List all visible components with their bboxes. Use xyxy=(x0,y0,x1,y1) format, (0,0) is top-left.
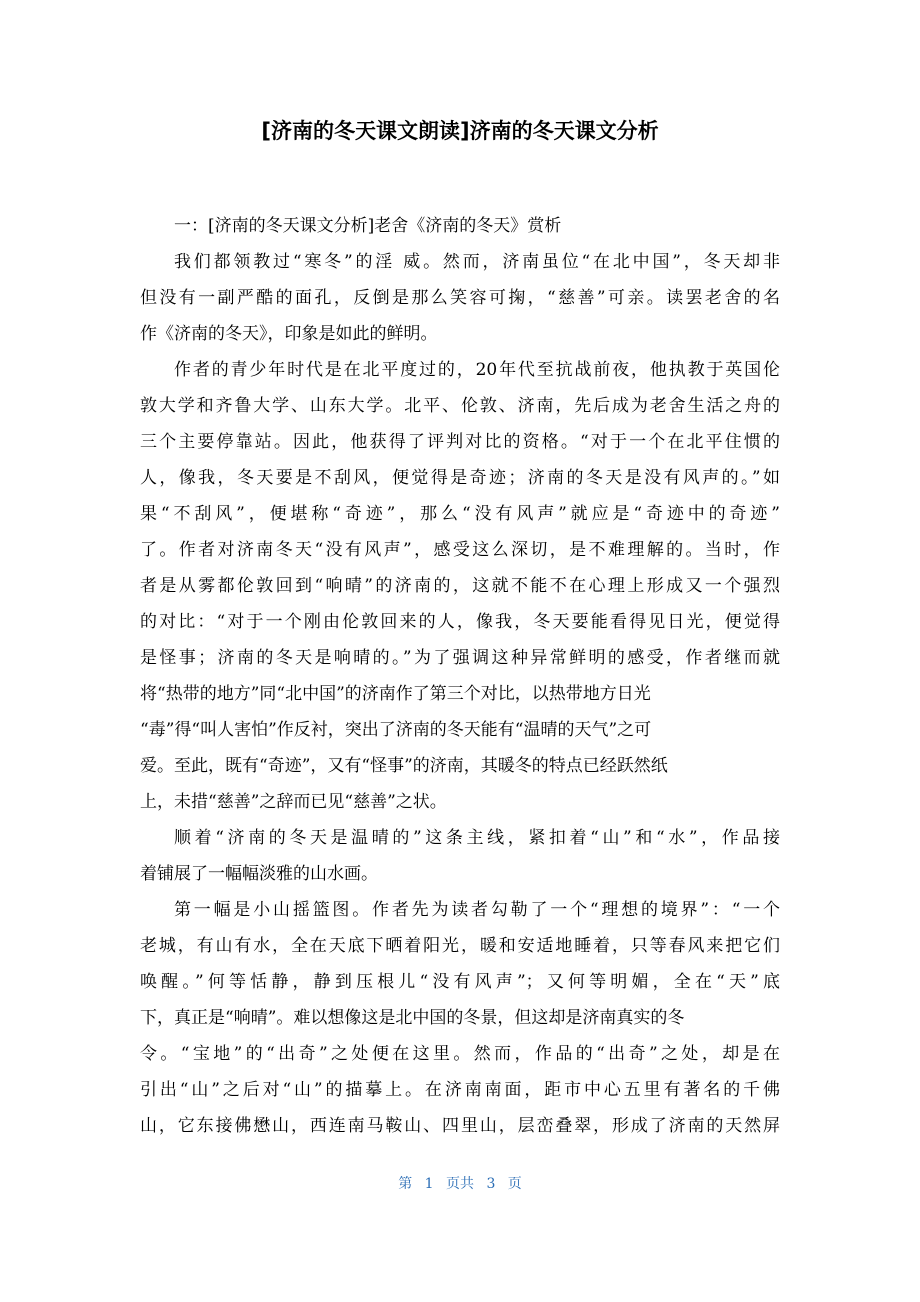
paragraph-line: 我们都领教过“寒冬”的淫 威。然而，济南虽位“在北中国”，冬天却非 xyxy=(174,252,780,272)
paragraph-line: 引出“山”之后对“山”的描摹上。在济南南面，距市中心五里有著名的千佛 xyxy=(140,1080,780,1100)
paragraph-line: 人，像我，冬天要是不刮风，便觉得是奇迹；济南的冬天是没有风声的。”如 xyxy=(140,468,780,488)
paragraph-line: 作者的青少年时代是在北平度过的，20年代至抗战前夜，他执教于英国伦 xyxy=(174,360,780,380)
paragraph-line: 敦大学和齐鲁大学、山东大学。北平、伦敦、济南，先后成为老舍生活之舟的 xyxy=(140,396,780,416)
paragraph-line: 着铺展了一幅幅淡雅的山水画。 xyxy=(140,864,378,884)
paragraph-line: 但没有一副严酷的面孔，反倒是那么笑容可掬，“慈善”可亲。读罢老舍的名 xyxy=(140,288,780,308)
paragraph-line: 山，它东接佛懋山，西连南马鞍山、四里山，层峦叠翠，形成了济南的天然屏 xyxy=(140,1116,780,1136)
paragraph-line: 三个主要停靠站。因此，他获得了评判对比的资格。“对于一个在北平住惯的 xyxy=(140,432,780,452)
paragraph-line: 了。作者对济南冬天“没有风声”，感受这么深切，是不难理解的。当时，作 xyxy=(140,540,780,560)
paragraph-line: 老城，有山有水，全在天底下晒着阳光，暖和安适地睡着，只等春风来把它们 xyxy=(140,936,780,956)
paragraph-line: 顺着“济南的冬天是温晴的”这条主线，紧扣着“山”和“水”，作品接 xyxy=(174,828,780,848)
paragraph-line: 第一幅是小山摇篮图。作者先为读者勾勒了一个“理想的境界”：“一个 xyxy=(174,900,780,920)
document-body xyxy=(140,208,780,1144)
page-footer: 第 1 页共 3 页 xyxy=(398,1176,522,1192)
paragraph-line: “毒”得“叫人害怕”作反衬，突出了济南的冬天能有“温晴的天气”之可 xyxy=(140,720,652,740)
paragraph-line: 将“热带的地方”同“北中国”的济南作了第三个对比，以热带地方日光 xyxy=(140,684,651,704)
paragraph-line: 令。“宝地”的“出奇”之处便在这里。然而，作品的“出奇”之处，却是在 xyxy=(140,1044,780,1064)
section-heading: 一：[济南的冬天课文分析]老舍《济南的冬天》赏析 xyxy=(174,216,562,236)
document-title: [济南的冬天课文朗读]济南的冬天课文分析 xyxy=(261,119,659,143)
paragraph-line: 爱。至此，既有“奇迹”，又有“怪事”的济南，其暖冬的特点已经跃然纸 xyxy=(140,756,668,776)
paragraph-line: 作《济南的冬天》，印象是如此的鲜明。 xyxy=(140,324,438,344)
paragraph-line: 是怪事；济南的冬天是响晴的。”为了强调这种异常鲜明的感受，作者继而就 xyxy=(140,648,780,668)
paragraph-line: 果“不刮风”，便堪称“奇迹”，那么“没有风声”就应是“奇迹中的奇迹” xyxy=(140,504,780,524)
paragraph-line: 上，未措“慈善”之辞而已见“慈善”之状。 xyxy=(140,792,447,812)
paragraph-line: 下，真正是“响晴”。难以想像这是北中国的冬景，但这却是济南真实的冬 xyxy=(140,1008,685,1028)
paragraph-line: 的对比：“对于一个刚由伦敦回来的人，像我，冬天要能看得见日光，便觉得 xyxy=(140,612,780,632)
paragraph-line: 者是从雾都伦敦回到“响晴”的济南的，这就不能不在心理上形成又一个强烈 xyxy=(140,576,780,596)
paragraph-line: 唤醒。”何等恬静，静到压根儿“没有风声”；又何等明媚，全在“天”底 xyxy=(140,972,780,992)
